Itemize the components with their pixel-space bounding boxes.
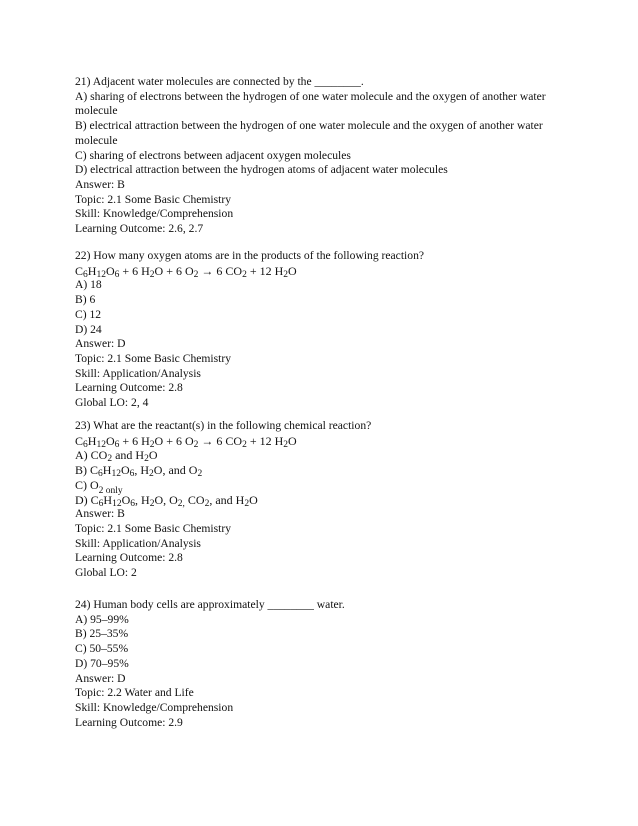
skill: Skill: Application/Analysis [75,366,201,380]
option-c: C) 50–55% [75,642,129,656]
option-a: A) sharing of electrons between the hydrogen of one water molecule and the oxygen of another water molecule [75,89,546,118]
topic: Topic: 2.1 Some Basic Chemistry [75,521,232,535]
option-c: C) $O_{2 only}$ [75,477,123,496]
option-b: B) 25–35% [75,627,129,641]
option-b: B) electrical attraction between the hydrogen of one water molecule and the oxygen of another water molecule [75,119,543,147]
question-21 [75,75,565,237]
topic: Topic: 2.2 Water and Life [75,686,194,700]
skill: Skill: Knowledge/Comprehension [75,207,234,221]
option-c: C) sharing of electrons between adjacent oxygen molecules [75,148,351,162]
option-a: A) 95–99% [75,612,129,626]
chemical-equation: $C_6H_{12}O_6 + 6$ $H_2O + 6$ $O_2 \to 6$ $CO_2 + 12$ $H_2O$ [75,263,297,280]
question-stem: 23) What are the reactant(s) in the following chemical reaction? [75,419,372,432]
answer: Answer: B [75,177,125,191]
question-stem: 21) Adjacent water molecules are connected by the ________. [75,75,364,88]
learning-outcome: Learning Outcome: 2.8 [75,551,183,565]
learning-outcome: Learning Outcome: 2.9 [75,715,183,729]
chemical-equation: $C_6H_{12}O_6 + 6$ $H_2O + 6$ $O_2 \to 6$ $CO_2 + 12$ $H_2O$ [75,433,297,450]
topic: Topic: 2.1 Some Basic Chemistry [75,351,232,365]
option-d: D) 24 [75,322,102,336]
learning-outcome: Learning Outcome: 2.6, 2.7 [75,222,204,236]
global-lo: Global LO: 2 [75,566,137,580]
skill: Skill: Application/Analysis [75,536,201,550]
question-24 [75,598,565,730]
answer: Answer: D [75,337,126,351]
option-d: D) electrical attraction between the hydrogen atoms of adjacent water molecules [75,163,448,177]
option-c: C) 12 [75,307,102,321]
option-a: A) 18 [75,278,102,292]
question-stem: 22) How many oxygen atoms are in the products of the following reaction? [75,249,425,262]
option-a: A) $CO_2$ and $H_2O$ [75,448,158,465]
option-b: B) $C_6H_{12}O_6$, $H_2O$, and $O_2$ [75,463,203,480]
learning-outcome: Learning Outcome: 2.8 [75,381,183,395]
answer: Answer: D [75,671,126,685]
answer: Answer: B [75,507,125,521]
option-d: D) 70–95% [75,656,129,670]
question-stem: 24) Human body cells are approximately ________ water. [75,598,345,611]
topic: Topic: 2.1 Some Basic Chemistry [75,192,232,206]
skill: Skill: Knowledge/Comprehension [75,700,234,714]
option-d: D) $C_6H_{12}O_6$, $H_2O$, $O_{2,}$ $CO_2$, and $H_2O$ [75,492,258,509]
global-lo: Global LO: 2, 4 [75,396,149,410]
question-23 [75,419,565,581]
option-b: B) 6 [75,293,96,307]
question-22 [75,249,565,411]
